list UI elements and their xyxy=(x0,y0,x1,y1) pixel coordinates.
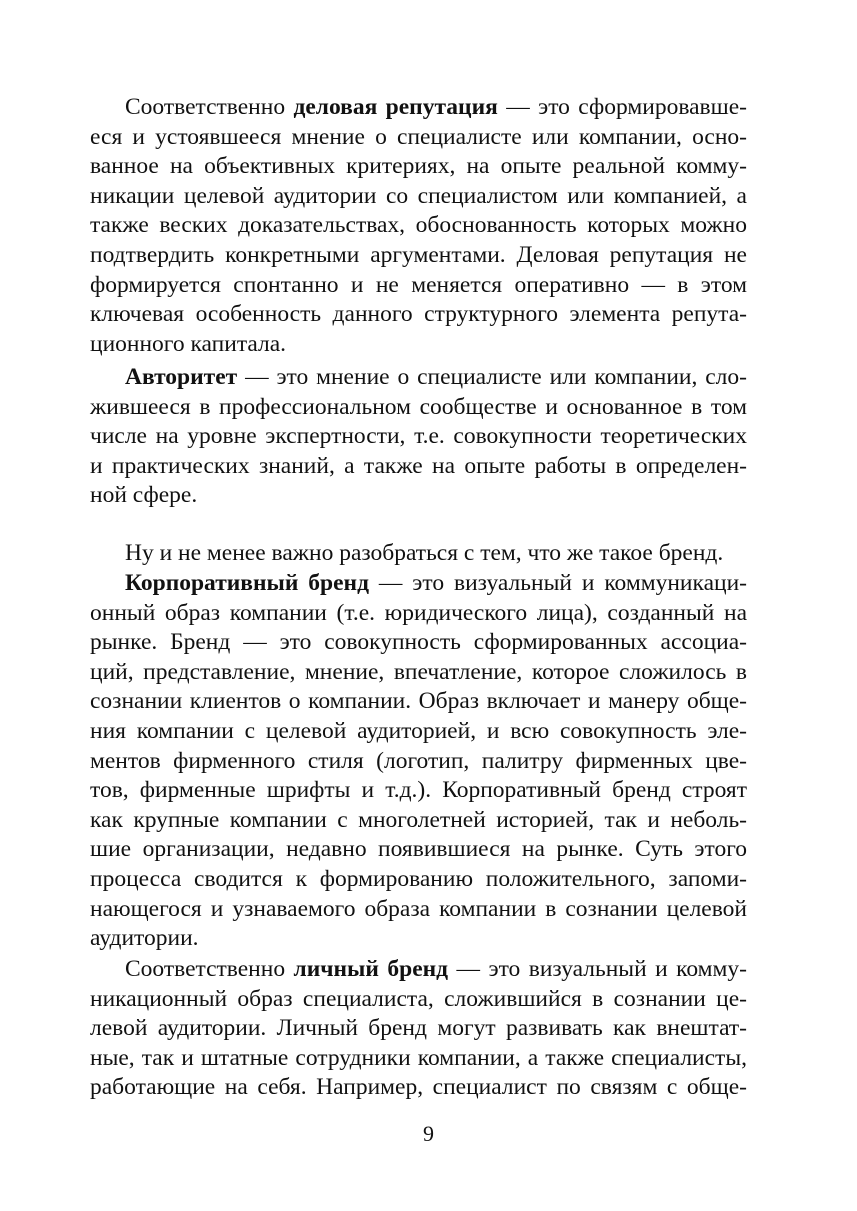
text-line xyxy=(90,923,747,954)
text-line xyxy=(90,746,747,777)
text-run: ментов фирменного стиля (логотип, палитру фирменных цве- xyxy=(90,747,747,774)
text-run: никационный образ специалиста, сложившийся в сознании це- xyxy=(90,985,747,1012)
text-run: никации целевой аудитории со специалистом или компанией, а xyxy=(90,182,747,209)
text-line xyxy=(90,686,747,717)
text-line xyxy=(125,954,747,985)
text-run: ключевая особенность данного структурного элемента репута- xyxy=(90,301,747,328)
text-line xyxy=(90,598,747,629)
text-line xyxy=(90,480,747,511)
text-line xyxy=(90,240,747,271)
text-line xyxy=(90,210,747,241)
text-run: Соответственно xyxy=(125,94,294,120)
text-run: аудитории. xyxy=(90,925,199,952)
text-line xyxy=(90,805,747,836)
text-run: как крупные компании с многолетней историей, так и неболь- xyxy=(90,806,747,833)
page-number: 9 xyxy=(423,1121,434,1146)
text-line xyxy=(90,657,747,688)
text-line xyxy=(90,1013,747,1044)
text-line xyxy=(90,716,747,747)
text-line xyxy=(125,538,747,569)
text-line xyxy=(90,451,747,482)
text-run: формируется спонтанно и не меняется оперативно — в этом xyxy=(90,271,747,298)
text-run: также веских доказательствах, обоснованность которых можно xyxy=(90,212,747,239)
text-run: числе на уровне экспертности, т.е. совокупности теоретических xyxy=(90,423,747,450)
text-run: жившееся в профессиональном сообществе и основанное в том xyxy=(90,393,747,420)
text-run: ванное на объективных критериях, на опыте реальной комму- xyxy=(90,153,747,180)
text-run: сознании клиентов о компании. Образ включает и манеру обще- xyxy=(90,688,747,715)
text-line xyxy=(90,627,747,658)
bold-term: деловая репутация xyxy=(293,94,498,120)
text-run: Ну и не менее важно разобраться с тем, что же такое бренд. xyxy=(125,540,724,566)
text-run: рынке. Бренд — это совокупность сформированных ассоциа- xyxy=(90,629,747,656)
text-run: ные, так и штатные сотрудники компании, а также специалисты, xyxy=(90,1044,747,1071)
text-line xyxy=(90,775,747,806)
text-run: онный образ компании (т.е. юридического лица), созданный на xyxy=(90,599,747,626)
text-run: тов, фирменные шрифты и т.д.). Корпоративный бренд строят xyxy=(90,777,747,804)
text-run: ния компании с целевой аудиторией, и всю совокупность эле- xyxy=(90,718,747,744)
bold-term: личный бренд xyxy=(293,956,449,982)
text-line xyxy=(90,299,747,330)
text-line xyxy=(90,1043,747,1074)
text-line xyxy=(125,568,747,599)
text-line xyxy=(90,122,747,153)
text-run: нающегося и узнаваемого образа компании в сознании целевой xyxy=(90,895,747,922)
text-run: шие организации, недавно появившиеся на рынке. Суть этого xyxy=(90,836,747,863)
text-line xyxy=(125,92,747,123)
text-line xyxy=(90,864,747,895)
text-line xyxy=(90,181,747,212)
text-run: ций, представление, мнение, впечатление, которое сложилось в xyxy=(90,658,747,685)
text-run: — это сформировавше- xyxy=(497,94,747,120)
text-run: еся и устоявшееся мнение о специалисте или компании, осно- xyxy=(90,123,747,150)
text-line xyxy=(90,392,747,423)
text-line xyxy=(90,984,747,1015)
text-run: — это мнение о специалисте или компании, сло- xyxy=(237,364,747,390)
text-run: подтвердить конкретными аргументами. Деловая репутация не xyxy=(90,242,747,268)
text-run: — это визуальный и комму- xyxy=(448,956,747,982)
text-line xyxy=(90,421,747,452)
text-run: — это визуальный и коммуникаци- xyxy=(368,570,747,596)
text-line xyxy=(90,1072,747,1103)
text-run: и практических знаний, а также на опыте работы в определен- xyxy=(90,452,747,479)
text-line xyxy=(125,362,747,393)
text-run: процесса сводится к формированию положительного, запоми- xyxy=(90,866,747,892)
text-run: работающие на себя. Например, специалист по связям с обще- xyxy=(90,1074,747,1101)
text-line xyxy=(90,894,747,925)
text-run: ционного капитала. xyxy=(90,330,287,357)
text-run: ной сфере. xyxy=(90,482,198,509)
bold-term: Авторитет xyxy=(125,364,238,390)
bold-term: Корпоративный бренд xyxy=(125,570,369,596)
text-line xyxy=(90,834,747,865)
text-run: Соответственно xyxy=(125,956,294,982)
text-run: левой аудитории. Личный бренд могут развивать как внештат- xyxy=(90,1015,747,1042)
text-line xyxy=(90,270,747,301)
text-line xyxy=(90,151,747,182)
text-line xyxy=(90,329,747,360)
